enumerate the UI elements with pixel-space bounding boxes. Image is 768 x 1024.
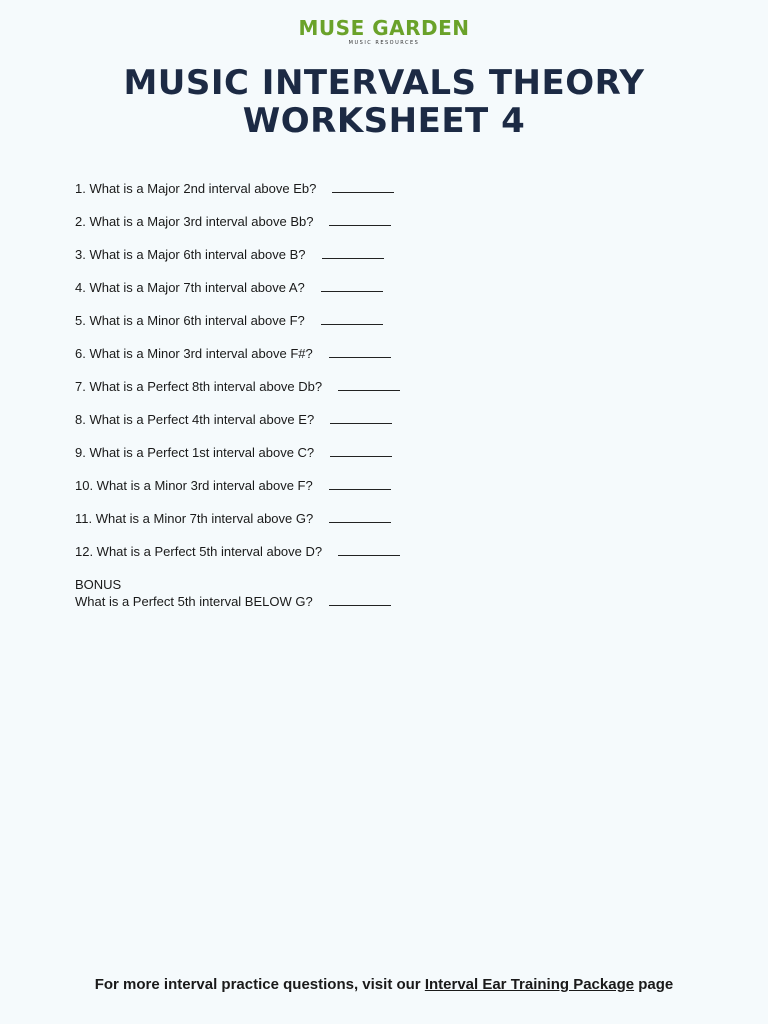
- answer-blank: [321, 279, 383, 292]
- answer-blank: [322, 246, 384, 259]
- answer-blank: [338, 378, 400, 391]
- bonus-question-item: [75, 593, 695, 610]
- question-text: 3. What is a Major 6th interval above B?: [75, 247, 306, 262]
- question-item: [75, 246, 695, 279]
- question-text: 9. What is a Perfect 1st interval above C?: [75, 445, 315, 460]
- answer-blank: [329, 345, 391, 358]
- question-text: 6. What is a Minor 3rd interval above F#?: [75, 346, 313, 361]
- question-item: [75, 411, 695, 444]
- question-item: [75, 510, 695, 543]
- question-text: 7. What is a Perfect 8th interval above Db?: [75, 379, 323, 394]
- footer-note: [0, 976, 768, 993]
- answer-blank: [329, 213, 391, 226]
- answer-blank: [329, 593, 391, 606]
- question-text: 10. What is a Minor 3rd interval above F?: [75, 478, 313, 493]
- bonus-section: [75, 576, 695, 610]
- bonus-label: BONUS: [75, 577, 122, 592]
- question-text: 2. What is a Major 3rd interval above Bb?: [75, 214, 314, 229]
- answer-blank: [330, 411, 392, 424]
- footer-prefix: For more interval practice questions, visit our: [94, 976, 425, 993]
- logo-tagline: MUSIC RESOURCES: [348, 40, 420, 46]
- answer-blank: [329, 510, 391, 523]
- question-text: 11. What is a Minor 7th interval above G?: [75, 511, 314, 526]
- answer-blank: [332, 180, 394, 193]
- page-title: [0, 64, 768, 140]
- bonus-question-text: What is a Perfect 5th interval BELOW G?: [75, 594, 313, 609]
- question-item: [75, 444, 695, 477]
- answer-blank: [338, 543, 400, 556]
- brand-logo: [0, 16, 768, 46]
- title-line-1: MUSIC INTERVALS THEORY: [123, 63, 645, 103]
- question-item: [75, 345, 695, 378]
- question-text: 12. What is a Perfect 5th interval above D?: [75, 544, 323, 559]
- question-text: 1. What is a Major 2nd interval above Eb?: [75, 181, 317, 196]
- question-item: [75, 543, 695, 576]
- footer-suffix: page: [634, 976, 674, 993]
- answer-blank: [321, 312, 383, 325]
- answer-blank: [329, 477, 391, 490]
- question-item: [75, 312, 695, 345]
- question-item: [75, 477, 695, 510]
- question-text: 4. What is a Major 7th interval above A?: [75, 280, 305, 295]
- question-item: [75, 378, 695, 411]
- question-text: 8. What is a Perfect 4th interval above E?: [75, 412, 315, 427]
- question-list: [75, 180, 695, 610]
- question-item: [75, 213, 695, 246]
- answer-blank: [330, 444, 392, 457]
- question-item: [75, 180, 695, 213]
- title-line-2: WORKSHEET 4: [242, 101, 526, 141]
- interval-package-link[interactable]: Interval Ear Training Package: [424, 976, 635, 993]
- question-text: 5. What is a Minor 6th interval above F?: [75, 313, 305, 328]
- question-item: [75, 279, 695, 312]
- logo-name: MUSE GARDEN: [298, 16, 470, 40]
